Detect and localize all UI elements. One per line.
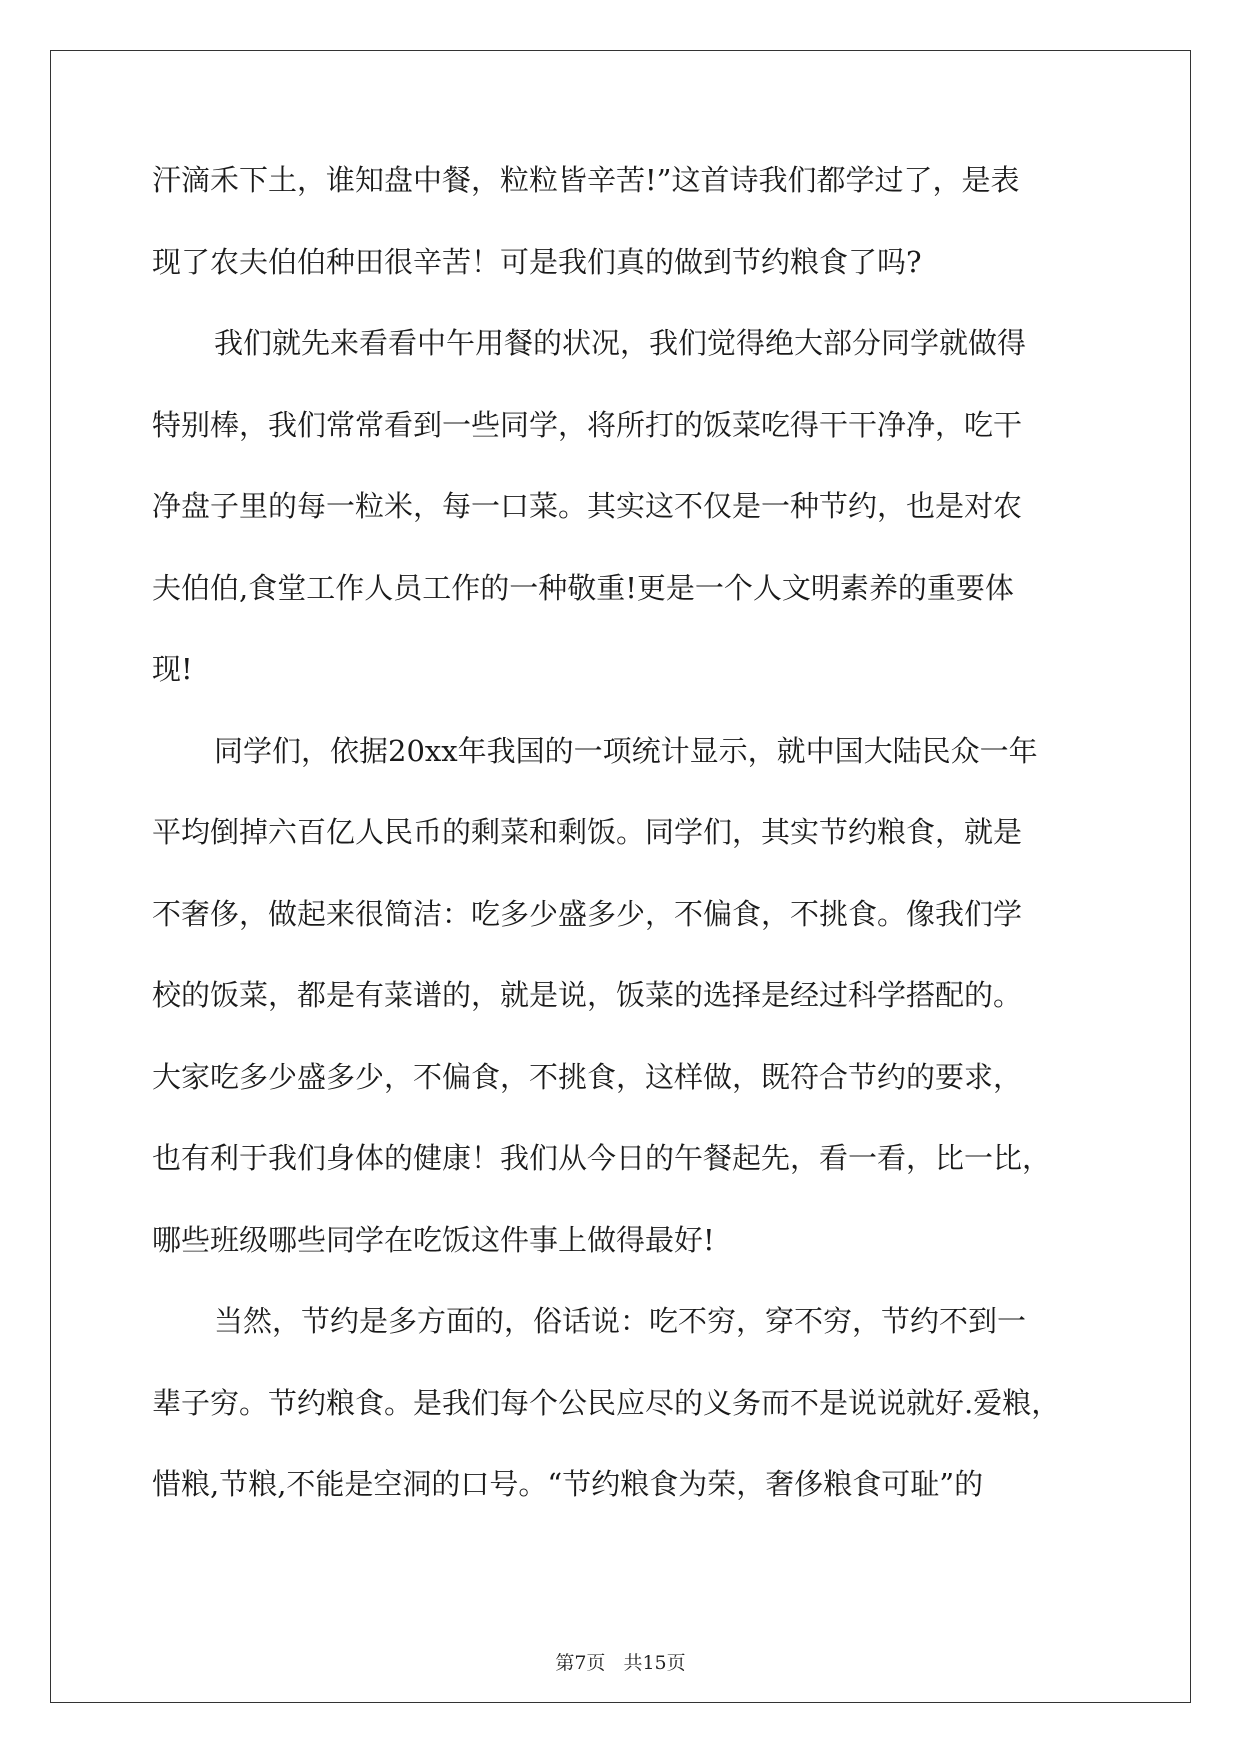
- text-line: 哪些班级哪些同学在吃饭这件事上做得最好!: [152, 1222, 715, 1257]
- text-line: 也有利于我们身体的健康！我们从今日的午餐起先，看一看，比一比，: [152, 1141, 1052, 1175]
- paragraph-start-line: 当然，节约是多方面的，俗话说：吃不穷，穿不穷，节约不到一: [214, 1304, 1027, 1338]
- text-line: 净盘子里的每一粒米，每一口菜。其实这不仅是一种节约，也是对农: [152, 489, 1023, 523]
- document-body: [152, 160, 1092, 1546]
- paragraph-start-line: 同学们，依据20xx年我国的一项统计显示，就中国大陆民众一年: [214, 733, 1038, 768]
- paragraph-start-line: 我们就先来看看中午用餐的状况，我们觉得绝大部分同学就做得: [214, 326, 1027, 360]
- text-line: 校的饭菜，都是有菜谱的，就是说，饭菜的选择是经过科学搭配的。: [152, 978, 1023, 1012]
- text-line: 现了农夫伯伯种田很辛苦！可是我们真的做到节约粮食了吗?: [152, 244, 922, 279]
- text-line: 大家吃多少盛多少，不偏食，不挑食，这样做，既符合节约的要求，: [152, 1059, 1023, 1094]
- text-line: 特别棒，我们常常看到一些同学，将所打的饭菜吃得干干净净，吃干: [152, 407, 1023, 442]
- text-line: 不奢侈，做起来很简洁：吃多少盛多少，不偏食，不挑食。像我们学: [152, 896, 1023, 931]
- text-line: 汗滴禾下土，谁知盘中餐，粒粒皆辛苦!”这首诗我们都学过了，是表: [152, 163, 1020, 197]
- page-footer: [0, 1648, 1241, 1675]
- text-line: 辈子穷。节约粮食。是我们每个公民应尽的义务而不是说说就好.爱粮，: [152, 1385, 1061, 1420]
- page-total: 共15页: [623, 1652, 686, 1674]
- page-number: 第7页: [555, 1652, 606, 1674]
- text-line: 夫伯伯,食堂工作人员工作的一种敬重!更是一个人文明素养的重要体: [152, 570, 1014, 605]
- text-line: 平均倒掉六百亿人民币的剩菜和剩饭。同学们，其实节约粮食，就是: [152, 815, 1023, 849]
- text-line: 惜粮,节粮,不能是空洞的口号。“节约粮食为荣，奢侈粮食可耻”的: [152, 1467, 984, 1501]
- text-line: 现!: [152, 652, 193, 686]
